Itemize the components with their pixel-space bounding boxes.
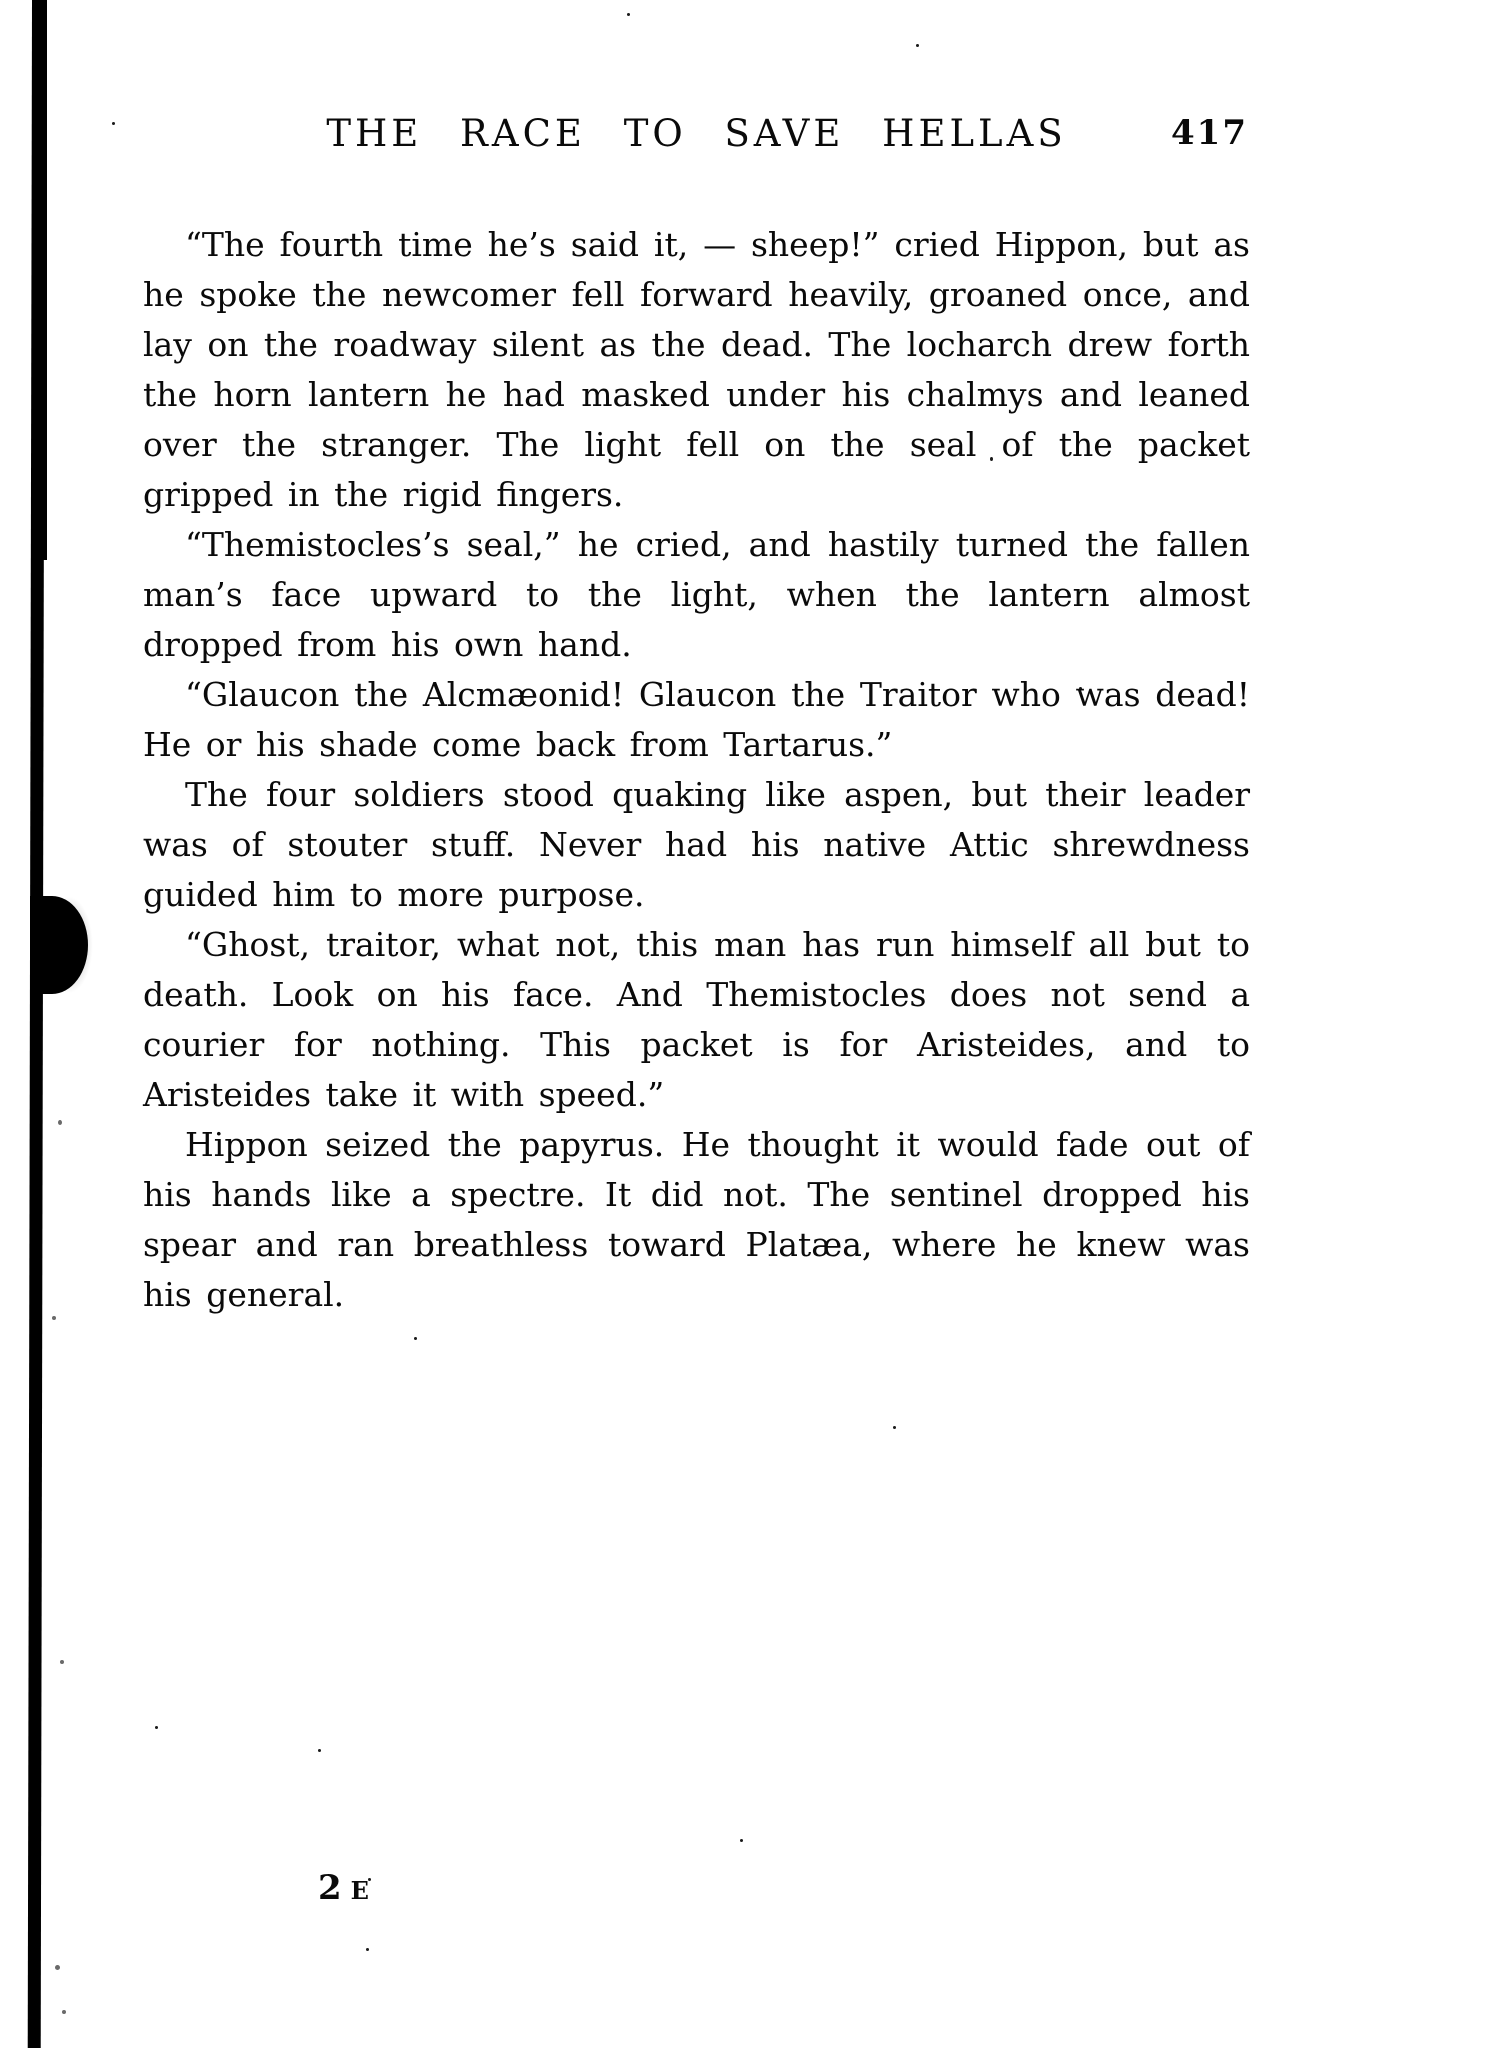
ink-speck bbox=[52, 1316, 56, 1320]
ink-speck bbox=[55, 1965, 60, 1970]
ink-speck bbox=[916, 44, 919, 47]
paragraph: “Themistocles’s seal,” he cried, and hastily turned the fallen man’s face upward to the light, when the lantern almost dropped from his own hand. bbox=[143, 525, 1250, 664]
ink-speck bbox=[414, 1337, 417, 1340]
ink-speck bbox=[58, 1120, 62, 1125]
ink-speck bbox=[155, 1726, 158, 1729]
ink-speck bbox=[366, 1948, 369, 1951]
page-number: 417 bbox=[1171, 113, 1248, 153]
ink-speck bbox=[60, 1660, 64, 1664]
signature-number: 2 bbox=[318, 1868, 342, 1908]
running-head bbox=[143, 112, 1250, 160]
page-title: THE RACE TO SAVE HELLAS bbox=[326, 112, 1067, 155]
signature-letter: E bbox=[350, 1876, 370, 1905]
ink-speck bbox=[112, 122, 115, 125]
ink-speck bbox=[62, 2010, 66, 2014]
body-text bbox=[143, 220, 1250, 1320]
paragraph: “Glaucon the Alcmæonid! Glaucon the Traitor who was dead! He or his shade come back from Tartarus.” bbox=[143, 675, 1250, 764]
paragraph: “The fourth time he’s said it, — sheep!” cried Hippon, but as he spoke the newcomer fell forward heavily, groaned once, and lay on the roadway silent as the dead. The locharch drew forth the horn lantern he had masked under his chalmys and leaned over the stranger. The light fell on the seal of the packet gripped in the rigid fingers. bbox=[143, 225, 1250, 514]
ink-speck bbox=[627, 13, 630, 16]
ink-speck bbox=[740, 1839, 743, 1842]
paragraph: Hippon seized the papyrus. He thought it would fade out of his hands like a spectre. It did not. The sentinel dropped his spear and ran breathless toward Platæa, where he knew was his general. bbox=[143, 1125, 1250, 1314]
paragraph: “Ghost, traitor, what not, this man has run himself all but to death. Look on his face. And Themistocles does not send a courier for nothing. This packet is for Aristeides, and to Aristeides take it with speed.” bbox=[143, 925, 1250, 1114]
ink-speck bbox=[318, 1749, 321, 1752]
binding-shadow-bar-top bbox=[33, 0, 47, 560]
paragraph: The four soldiers stood quaking like aspen, but their leader was of stouter stuff. Never had his native Attic shrewdness guided him to more purpose. bbox=[143, 775, 1250, 914]
printer-signature bbox=[318, 1868, 370, 1912]
ink-speck bbox=[893, 1426, 896, 1429]
